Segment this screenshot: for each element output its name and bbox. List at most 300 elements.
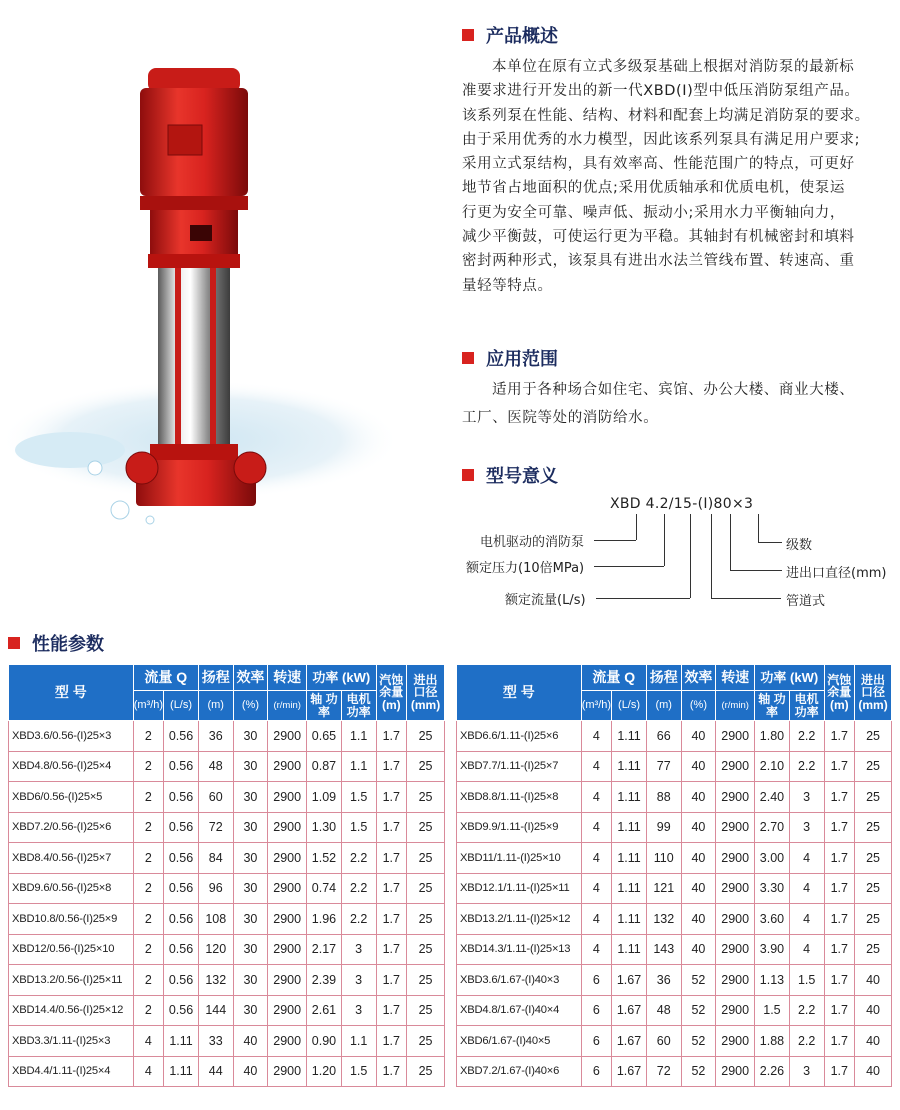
value-cell: 3 (789, 812, 824, 843)
value-cell: 143 (646, 934, 681, 965)
value-cell: 1.7 (376, 843, 407, 874)
value-cell: 30 (233, 751, 268, 782)
value-cell: 2900 (268, 995, 307, 1026)
header-flow: 流量 Q (133, 665, 198, 691)
value-cell: 1.7 (376, 873, 407, 904)
value-cell: 2 (133, 782, 164, 813)
header-flow-m3h: (m³/h) (581, 691, 612, 721)
model-cell: XBD9.6/0.56-(I)25×8 (9, 873, 134, 904)
header-shaft-power: 轴 功率 (307, 691, 342, 721)
header-flow-ls: (L/s) (612, 691, 647, 721)
value-cell: 4 (789, 843, 824, 874)
model-cell: XBD4.8/1.67-(I)40×4 (457, 995, 582, 1026)
value-cell: 2.61 (307, 995, 342, 1026)
value-cell: 1.11 (612, 812, 647, 843)
value-cell: 40 (681, 904, 716, 935)
value-cell: 1.67 (612, 965, 647, 996)
header-head: 扬程 (198, 665, 233, 691)
value-cell: 30 (233, 812, 268, 843)
value-cell: 25 (407, 843, 445, 874)
model-cell: XBD3.3/1.11-(I)25×3 (9, 1026, 134, 1057)
value-cell: 44 (198, 1056, 233, 1087)
header-efficiency: 效率 (681, 665, 716, 691)
model-cell: XBD3.6/0.56-(I)25×3 (9, 721, 134, 752)
header-model: 型 号 (457, 665, 582, 721)
model-cell: XBD10.8/0.56-(I)25×9 (9, 904, 134, 935)
value-cell: 6 (581, 1056, 612, 1087)
value-cell: 30 (233, 995, 268, 1026)
value-cell: 25 (407, 782, 445, 813)
value-cell: 0.56 (164, 904, 199, 935)
value-cell: 1.20 (307, 1056, 342, 1087)
bullet-square-icon (8, 637, 20, 649)
model-cell: XBD13.2/0.56-(I)25×11 (9, 965, 134, 996)
value-cell: 1.7 (824, 751, 855, 782)
value-cell: 66 (646, 721, 681, 752)
value-cell: 1.11 (164, 1056, 199, 1087)
model-cell: XBD7.2/1.67-(I)40×6 (457, 1056, 582, 1087)
value-cell: 1.1 (341, 1026, 376, 1057)
value-cell: 3.00 (755, 843, 790, 874)
value-cell: 1.7 (824, 843, 855, 874)
value-cell: 132 (646, 904, 681, 935)
table-row (457, 873, 892, 904)
header-flow-ls: (L/s) (164, 691, 199, 721)
value-cell: 0.56 (164, 965, 199, 996)
header-diameter: 进出 口径 (mm) (407, 665, 445, 721)
header-head: 扬程 (646, 665, 681, 691)
model-cell: XBD8.4/0.56-(I)25×7 (9, 843, 134, 874)
value-cell: 40 (681, 934, 716, 965)
value-cell: 25 (407, 965, 445, 996)
value-cell: 0.56 (164, 721, 199, 752)
value-cell: 2900 (716, 721, 755, 752)
model-cell: XBD6/1.67-(I)40×5 (457, 1026, 582, 1057)
value-cell: 3 (341, 965, 376, 996)
performance-table-right (456, 664, 892, 1087)
table-row (9, 873, 445, 904)
value-cell: 25 (407, 721, 445, 752)
model-cell: XBD8.8/1.11-(I)25×8 (457, 782, 582, 813)
value-cell: 2900 (268, 843, 307, 874)
value-cell: 1.09 (307, 782, 342, 813)
value-cell: 60 (198, 782, 233, 813)
value-cell: 2.26 (755, 1056, 790, 1087)
value-cell: 1.7 (824, 934, 855, 965)
value-cell: 40 (233, 1026, 268, 1057)
value-cell: 40 (855, 965, 892, 996)
header-speed: 转速 (268, 665, 307, 691)
model-code: XBD 4.2/15-(I)80×3 (610, 496, 754, 512)
value-cell: 96 (198, 873, 233, 904)
label-diameter: 进出口直径(mm) (786, 566, 887, 581)
value-cell: 1.1 (341, 721, 376, 752)
table-row (9, 934, 445, 965)
value-cell: 108 (198, 904, 233, 935)
model-cell: XBD3.6/1.67-(I)40×3 (457, 965, 582, 996)
table-body-left (9, 721, 445, 1087)
value-cell: 2 (133, 934, 164, 965)
table-row (457, 812, 892, 843)
value-cell: 1.7 (376, 721, 407, 752)
value-cell: 3 (341, 934, 376, 965)
value-cell: 99 (646, 812, 681, 843)
header-npsh: 汽蚀 余量 (m) (824, 665, 855, 721)
application-title: 应用范围 (462, 345, 558, 371)
value-cell: 110 (646, 843, 681, 874)
value-cell: 2900 (268, 904, 307, 935)
header-speed: 转速 (716, 665, 755, 691)
table-row (9, 1056, 445, 1087)
header-motor-power: 电机 功率 (341, 691, 376, 721)
value-cell: 48 (198, 751, 233, 782)
label-stages: 级数 (786, 538, 813, 553)
header-model: 型 号 (9, 665, 134, 721)
value-cell: 40 (681, 812, 716, 843)
value-cell: 4 (133, 1026, 164, 1057)
value-cell: 2.2 (789, 995, 824, 1026)
value-cell: 25 (855, 873, 892, 904)
value-cell: 6 (581, 995, 612, 1026)
header-flow: 流量 Q (581, 665, 646, 691)
value-cell: 0.56 (164, 934, 199, 965)
value-cell: 52 (681, 1056, 716, 1087)
header-shaft-power: 轴 功率 (755, 691, 790, 721)
value-cell: 2900 (716, 873, 755, 904)
table-row (9, 843, 445, 874)
model-cell: XBD14.3/1.11-(I)25×13 (457, 934, 582, 965)
value-cell: 40 (681, 782, 716, 813)
value-cell: 52 (681, 1026, 716, 1057)
value-cell: 1.7 (824, 1026, 855, 1057)
value-cell: 1.7 (824, 721, 855, 752)
value-cell: 6 (581, 1026, 612, 1057)
value-cell: 1.11 (612, 782, 647, 813)
model-meaning-title: 型号意义 (462, 462, 558, 488)
value-cell: 3.60 (755, 904, 790, 935)
value-cell: 1.7 (376, 1026, 407, 1057)
value-cell: 3 (789, 1056, 824, 1087)
value-cell: 4 (789, 934, 824, 965)
value-cell: 1.7 (376, 812, 407, 843)
value-cell: 144 (198, 995, 233, 1026)
value-cell: 1.7 (376, 782, 407, 813)
value-cell: 2900 (268, 873, 307, 904)
value-cell: 1.5 (341, 812, 376, 843)
model-cell: XBD11/1.11-(I)25×10 (457, 843, 582, 874)
value-cell: 25 (407, 1056, 445, 1087)
header-npsh: 汽蚀 余量 (m) (376, 665, 407, 721)
value-cell: 2.2 (789, 751, 824, 782)
value-cell: 33 (198, 1026, 233, 1057)
table-row (457, 1056, 892, 1087)
value-cell: 2.2 (341, 873, 376, 904)
value-cell: 0.56 (164, 812, 199, 843)
performance-title: 性能参数 (8, 630, 104, 656)
value-cell: 25 (855, 904, 892, 935)
value-cell: 2900 (716, 812, 755, 843)
value-cell: 1.5 (789, 965, 824, 996)
value-cell: 30 (233, 965, 268, 996)
value-cell: 2900 (716, 904, 755, 935)
value-cell: 3.90 (755, 934, 790, 965)
value-cell: 4 (789, 873, 824, 904)
value-cell: 1.7 (824, 965, 855, 996)
value-cell: 3 (789, 782, 824, 813)
value-cell: 4 (789, 904, 824, 935)
overview-title: 产品概述 (462, 22, 558, 48)
value-cell: 4 (581, 843, 612, 874)
header-flow-m3h: (m³/h) (133, 691, 164, 721)
value-cell: 30 (233, 782, 268, 813)
value-cell: 1.5 (755, 995, 790, 1026)
value-cell: 2900 (716, 934, 755, 965)
value-cell: 1.7 (376, 965, 407, 996)
value-cell: 3.30 (755, 873, 790, 904)
value-cell: 2900 (716, 843, 755, 874)
value-cell: 25 (407, 995, 445, 1026)
value-cell: 120 (198, 934, 233, 965)
value-cell: 1.7 (824, 995, 855, 1026)
table-row (457, 995, 892, 1026)
model-cell: XBD7.7/1.11-(I)25×7 (457, 751, 582, 782)
value-cell: 25 (407, 1026, 445, 1057)
value-cell: 0.74 (307, 873, 342, 904)
header-speed-unit: (r/min) (268, 691, 307, 721)
value-cell: 1.7 (824, 873, 855, 904)
value-cell: 1.67 (612, 1026, 647, 1057)
value-cell: 1.7 (376, 751, 407, 782)
table-row (9, 782, 445, 813)
value-cell: 2.2 (789, 1026, 824, 1057)
value-cell: 40 (681, 873, 716, 904)
table-row (9, 751, 445, 782)
value-cell: 1.7 (824, 1056, 855, 1087)
value-cell: 52 (681, 965, 716, 996)
value-cell: 1.11 (164, 1026, 199, 1057)
value-cell: 2.10 (755, 751, 790, 782)
value-cell: 40 (233, 1056, 268, 1087)
value-cell: 2.40 (755, 782, 790, 813)
value-cell: 2.39 (307, 965, 342, 996)
value-cell: 25 (855, 721, 892, 752)
value-cell: 2900 (268, 934, 307, 965)
value-cell: 3 (341, 995, 376, 1026)
value-cell: 4 (581, 904, 612, 935)
table-row (457, 751, 892, 782)
value-cell: 1.7 (376, 1056, 407, 1087)
value-cell: 2 (133, 873, 164, 904)
value-cell: 25 (407, 812, 445, 843)
table-row (457, 721, 892, 752)
value-cell: 1.7 (824, 812, 855, 843)
value-cell: 1.1 (341, 751, 376, 782)
value-cell: 2 (133, 812, 164, 843)
value-cell: 1.11 (612, 751, 647, 782)
table-row (457, 782, 892, 813)
header-head-unit: (m) (198, 691, 233, 721)
value-cell: 2.17 (307, 934, 342, 965)
value-cell: 1.52 (307, 843, 342, 874)
value-cell: 121 (646, 873, 681, 904)
table-row (457, 904, 892, 935)
table-row (457, 1026, 892, 1057)
header-efficiency: 效率 (233, 665, 268, 691)
header-head-unit: (m) (646, 691, 681, 721)
value-cell: 72 (646, 1056, 681, 1087)
overview-paragraph: 本单位在原有立式多级泵基础上根据对消防泵的最新标 准要求进行开发出的新一代XBD(Ⅰ)型中低压消防泵组产品。 该系列泵在性能、结构、材料和配套上均满足消防泵的要求。 由于采用优秀的水力模型，因此该系列泵具有满足用户要求; 采用立式泵结构，具有效率高、性能范围广的特点，可更好 地节省占地面积的优点;采用优质轴承和优质电机，使泵运 行更为安全可靠、噪声低、振动小;采用水力平衡轴向力， 减少平衡鼓，可使运行更为平稳。其轴封有机械密封和填料 密封两种形式，该泵具有进出水法兰管线布置、转速高、重 量轻等特点。 (462, 59, 870, 294)
value-cell: 30 (233, 934, 268, 965)
value-cell: 2 (133, 995, 164, 1026)
model-cell: XBD14.4/0.56-(I)25×12 (9, 995, 134, 1026)
value-cell: 25 (855, 812, 892, 843)
table-row (457, 934, 892, 965)
label-pump: 电机驱动的消防泵 (480, 535, 585, 550)
table-row (9, 904, 445, 935)
value-cell: 1.67 (612, 995, 647, 1026)
value-cell: 2900 (268, 1056, 307, 1087)
value-cell: 1.7 (824, 782, 855, 813)
value-cell: 1.7 (376, 934, 407, 965)
value-cell: 40 (681, 751, 716, 782)
value-cell: 0.56 (164, 843, 199, 874)
table-row (9, 965, 445, 996)
value-cell: 1.11 (612, 721, 647, 752)
value-cell: 1.30 (307, 812, 342, 843)
value-cell: 4 (581, 721, 612, 752)
value-cell: 30 (233, 721, 268, 752)
value-cell: 2 (133, 843, 164, 874)
value-cell: 40 (681, 843, 716, 874)
table-row (457, 843, 892, 874)
value-cell: 1.80 (755, 721, 790, 752)
table-row (9, 721, 445, 752)
value-cell: 2900 (268, 751, 307, 782)
table-body-right (457, 721, 892, 1087)
performance-table-left (8, 664, 445, 1087)
value-cell: 30 (233, 904, 268, 935)
value-cell: 4 (581, 812, 612, 843)
label-flow: 额定流量(L/s) (505, 593, 586, 608)
value-cell: 25 (407, 751, 445, 782)
value-cell: 2900 (268, 812, 307, 843)
value-cell: 2900 (268, 782, 307, 813)
value-cell: 2900 (716, 782, 755, 813)
value-cell: 1.7 (824, 904, 855, 935)
value-cell: 0.56 (164, 873, 199, 904)
table-row (9, 812, 445, 843)
value-cell: 1.7 (376, 904, 407, 935)
value-cell: 2.70 (755, 812, 790, 843)
value-cell: 60 (646, 1026, 681, 1057)
label-pressure: 额定压力(10倍MPa) (466, 561, 585, 576)
value-cell: 36 (198, 721, 233, 752)
value-cell: 25 (407, 904, 445, 935)
value-cell: 4 (581, 751, 612, 782)
model-cell: XBD13.2/1.11-(I)25×12 (457, 904, 582, 935)
value-cell: 2.2 (341, 904, 376, 935)
value-cell: 25 (855, 782, 892, 813)
header-speed-unit: (r/min) (716, 691, 755, 721)
value-cell: 40 (855, 1056, 892, 1087)
value-cell: 2900 (716, 1026, 755, 1057)
value-cell: 1.88 (755, 1026, 790, 1057)
value-cell: 1.67 (612, 1056, 647, 1087)
value-cell: 2900 (268, 1026, 307, 1057)
value-cell: 4 (133, 1056, 164, 1087)
header-diameter: 进出 口径 (mm) (855, 665, 892, 721)
header-power: 功率 (kW) (755, 665, 824, 691)
value-cell: 72 (198, 812, 233, 843)
value-cell: 2900 (268, 721, 307, 752)
value-cell: 40 (855, 995, 892, 1026)
table-row (9, 1026, 445, 1057)
value-cell: 25 (855, 843, 892, 874)
value-cell: 88 (646, 782, 681, 813)
value-cell: 1.11 (612, 934, 647, 965)
model-cell: XBD12.1/1.11-(I)25×11 (457, 873, 582, 904)
value-cell: 1.96 (307, 904, 342, 935)
model-cell: XBD9.9/1.11-(I)25×9 (457, 812, 582, 843)
model-cell: XBD6/0.56-(I)25×5 (9, 782, 134, 813)
model-cell: XBD6.6/1.11-(I)25×6 (457, 721, 582, 752)
value-cell: 4 (581, 782, 612, 813)
model-cell: XBD4.4/1.11-(I)25×4 (9, 1056, 134, 1087)
value-cell: 6 (581, 965, 612, 996)
value-cell: 1.11 (612, 843, 647, 874)
value-cell: 1.11 (612, 873, 647, 904)
value-cell: 1.7 (376, 995, 407, 1026)
table-row (457, 965, 892, 996)
value-cell: 30 (233, 873, 268, 904)
value-cell: 1.11 (612, 904, 647, 935)
value-cell: 25 (855, 751, 892, 782)
value-cell: 0.56 (164, 995, 199, 1026)
value-cell: 2 (133, 904, 164, 935)
header-efficiency-unit: (%) (233, 691, 268, 721)
value-cell: 1.13 (755, 965, 790, 996)
value-cell: 0.65 (307, 721, 342, 752)
value-cell: 2900 (716, 995, 755, 1026)
value-cell: 25 (407, 873, 445, 904)
model-cell: XBD4.8/0.56-(I)25×4 (9, 751, 134, 782)
application-paragraph: 适用于各种场合如住宅、宾馆、办公大楼、商业大楼、 工厂、医院等处的消防给水。 (462, 382, 855, 426)
model-cell: XBD12/0.56-(I)25×10 (9, 934, 134, 965)
value-cell: 2 (133, 751, 164, 782)
value-cell: 0.87 (307, 751, 342, 782)
value-cell: 4 (581, 934, 612, 965)
value-cell: 2.2 (341, 843, 376, 874)
table-row (9, 995, 445, 1026)
value-cell: 1.5 (341, 1056, 376, 1087)
value-cell: 25 (855, 934, 892, 965)
model-cell: XBD7.2/0.56-(I)25×6 (9, 812, 134, 843)
header-efficiency-unit: (%) (681, 691, 716, 721)
value-cell: 25 (407, 934, 445, 965)
label-pipeline: 管道式 (786, 594, 826, 609)
value-cell: 40 (855, 1026, 892, 1057)
value-cell: 48 (646, 995, 681, 1026)
value-cell: 2900 (716, 965, 755, 996)
value-cell: 2900 (268, 965, 307, 996)
header-power: 功率 (kW) (307, 665, 376, 691)
value-cell: 132 (198, 965, 233, 996)
value-cell: 2900 (716, 751, 755, 782)
value-cell: 0.56 (164, 782, 199, 813)
value-cell: 84 (198, 843, 233, 874)
value-cell: 1.5 (341, 782, 376, 813)
value-cell: 2 (133, 721, 164, 752)
